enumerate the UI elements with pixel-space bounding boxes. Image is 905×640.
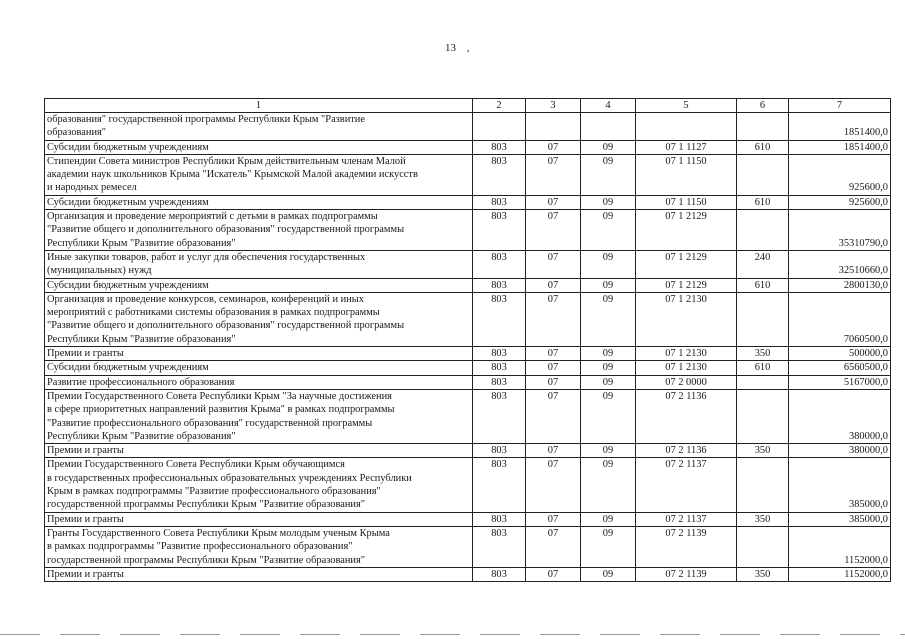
amount-cell: 32510660,0 <box>789 250 891 278</box>
amount-cell: 35310790,0 <box>789 210 891 251</box>
amount-cell: 385000,0 <box>789 458 891 512</box>
target-article-cell: 07 1 2130 <box>636 347 737 361</box>
expense-type-cell: 610 <box>737 195 789 209</box>
table-row <box>45 375 891 389</box>
ministry-code-cell: 803 <box>473 278 526 292</box>
section-code-cell: 07 <box>526 210 581 251</box>
table-row <box>45 210 891 251</box>
amount-cell: 385000,0 <box>789 512 891 526</box>
expense-name-cell: Субсидии бюджетным учреждениям <box>45 361 473 375</box>
table-body <box>45 113 891 582</box>
subsection-code-cell: 09 <box>581 292 636 346</box>
section-code-cell: 07 <box>526 526 581 567</box>
expense-name-cell: Субсидии бюджетным учреждениям <box>45 140 473 154</box>
section-code-cell: 07 <box>526 154 581 195</box>
section-code-cell <box>526 113 581 141</box>
ministry-code-cell: 803 <box>473 444 526 458</box>
target-article-cell: 07 1 2129 <box>636 210 737 251</box>
subsection-code-cell: 09 <box>581 526 636 567</box>
ministry-code-cell: 803 <box>473 526 526 567</box>
subsection-code-cell: 09 <box>581 567 636 581</box>
ministry-code-cell: 803 <box>473 512 526 526</box>
table-row <box>45 250 891 278</box>
section-code-cell: 07 <box>526 458 581 512</box>
ministry-code-cell: 803 <box>473 292 526 346</box>
target-article-cell: 07 2 1137 <box>636 458 737 512</box>
ministry-code-cell: 803 <box>473 389 526 443</box>
amount-cell: 1152000,0 <box>789 526 891 567</box>
ministry-code-cell: 803 <box>473 195 526 209</box>
section-code-cell: 07 <box>526 389 581 443</box>
ministry-code-cell: 803 <box>473 361 526 375</box>
header-cell: 3 <box>526 99 581 113</box>
amount-cell: 380000,0 <box>789 444 891 458</box>
expense-name-cell: Премии Государственного Совета Республики Крым обучающимся в государственных профессиональных образовательных учреждениях Республики Крым в рамках подпрограммы "Развитие профессионального образования" государственной программы Республики Крым "Развитие образования" <box>45 458 473 512</box>
subsection-code-cell: 09 <box>581 154 636 195</box>
expense-name-cell: Субсидии бюджетным учреждениям <box>45 195 473 209</box>
expense-name-cell: Премии Государственного Совета Республики Крым "За научные достижения в сфере приоритетных направлений развития Крыма" в рамках подпрограммы "Развитие профессионального образования" государственной программы Республики Крым "Развитие образования" <box>45 389 473 443</box>
target-article-cell: 07 1 2130 <box>636 292 737 346</box>
expense-type-cell: 350 <box>737 444 789 458</box>
ministry-code-cell: 803 <box>473 210 526 251</box>
target-article-cell: 07 1 2129 <box>636 250 737 278</box>
target-article-cell: 07 2 1136 <box>636 444 737 458</box>
table-row <box>45 154 891 195</box>
expense-name-cell: Гранты Государственного Совета Республики Крым молодым ученым Крыма в рамках подпрограммы "Развитие профессионального образования" государственной программы Республики Крым "Развитие образования" <box>45 526 473 567</box>
table-row <box>45 113 891 141</box>
amount-cell: 2800130,0 <box>789 278 891 292</box>
expense-type-cell <box>737 375 789 389</box>
subsection-code-cell: 09 <box>581 458 636 512</box>
expense-type-cell: 240 <box>737 250 789 278</box>
subsection-code-cell: 09 <box>581 210 636 251</box>
section-code-cell: 07 <box>526 278 581 292</box>
target-article-cell: 07 2 0000 <box>636 375 737 389</box>
ministry-code-cell: 803 <box>473 375 526 389</box>
page-number-mark: , <box>466 42 470 54</box>
table-row <box>45 458 891 512</box>
page-bottom-rule <box>0 634 905 635</box>
budget-table-container <box>44 98 891 582</box>
section-code-cell: 07 <box>526 347 581 361</box>
expense-name-cell: Премии и гранты <box>45 444 473 458</box>
amount-cell: 925600,0 <box>789 195 891 209</box>
subsection-code-cell: 09 <box>581 361 636 375</box>
amount-cell: 5167000,0 <box>789 375 891 389</box>
amount-cell: 1851400,0 <box>789 113 891 141</box>
expense-type-cell: 350 <box>737 347 789 361</box>
subsection-code-cell: 09 <box>581 347 636 361</box>
expense-name-cell: Организация и проведение мероприятий с детьми в рамках подпрограммы "Развитие общего и дополнительного образования" государственной программы Республики Крым "Развитие образования" <box>45 210 473 251</box>
target-article-cell: 07 2 1137 <box>636 512 737 526</box>
expense-type-cell: 350 <box>737 512 789 526</box>
expense-name-cell: Субсидии бюджетным учреждениям <box>45 278 473 292</box>
expense-type-cell <box>737 154 789 195</box>
expense-type-cell: 610 <box>737 361 789 375</box>
amount-cell: 380000,0 <box>789 389 891 443</box>
budget-table <box>44 98 891 582</box>
table-row <box>45 292 891 346</box>
expense-name-cell: Стипендии Совета министров Республики Крым действительным членам Малой академии наук школьников Крыма "Искатель" Крымской Малой академии искусств и народных ремесел <box>45 154 473 195</box>
page-number <box>445 42 470 54</box>
ministry-code-cell: 803 <box>473 140 526 154</box>
table-row <box>45 526 891 567</box>
subsection-code-cell: 09 <box>581 140 636 154</box>
header-cell: 7 <box>789 99 891 113</box>
target-article-cell: 07 1 1150 <box>636 154 737 195</box>
ministry-code-cell: 803 <box>473 567 526 581</box>
subsection-code-cell <box>581 113 636 141</box>
expense-name-cell: Иные закупки товаров, работ и услуг для обеспечения государственных (муниципальных) нужд <box>45 250 473 278</box>
target-article-cell: 07 2 1139 <box>636 526 737 567</box>
amount-cell: 6560500,0 <box>789 361 891 375</box>
expense-type-cell: 610 <box>737 140 789 154</box>
header-cell: 6 <box>737 99 789 113</box>
section-code-cell: 07 <box>526 375 581 389</box>
header-cell: 1 <box>45 99 473 113</box>
header-row <box>45 99 891 113</box>
section-code-cell: 07 <box>526 361 581 375</box>
table-row <box>45 195 891 209</box>
table-row <box>45 140 891 154</box>
header-cell: 5 <box>636 99 737 113</box>
table-row <box>45 361 891 375</box>
target-article-cell: 07 1 2129 <box>636 278 737 292</box>
ministry-code-cell: 803 <box>473 250 526 278</box>
section-code-cell: 07 <box>526 444 581 458</box>
expense-type-cell: 610 <box>737 278 789 292</box>
expense-name-cell: Премии и гранты <box>45 567 473 581</box>
amount-cell: 925600,0 <box>789 154 891 195</box>
expense-type-cell <box>737 389 789 443</box>
amount-cell: 500000,0 <box>789 347 891 361</box>
expense-name-cell: Развитие профессионального образования <box>45 375 473 389</box>
table-header <box>45 99 891 113</box>
subsection-code-cell: 09 <box>581 278 636 292</box>
expense-type-cell <box>737 526 789 567</box>
table-row <box>45 347 891 361</box>
expense-type-cell <box>737 210 789 251</box>
target-article-cell: 07 2 1139 <box>636 567 737 581</box>
subsection-code-cell: 09 <box>581 444 636 458</box>
table-row <box>45 444 891 458</box>
table-row <box>45 389 891 443</box>
subsection-code-cell: 09 <box>581 195 636 209</box>
ministry-code-cell: 803 <box>473 154 526 195</box>
section-code-cell: 07 <box>526 567 581 581</box>
table-row <box>45 512 891 526</box>
header-cell: 2 <box>473 99 526 113</box>
ministry-code-cell <box>473 113 526 141</box>
expense-name-cell: Организация и проведение конкурсов, семинаров, конференций и иных мероприятий с работниками системы образования в рамках подпрограммы "Развитие общего и дополнительного образования" государственной программы Республики Крым "Развитие образования" <box>45 292 473 346</box>
section-code-cell: 07 <box>526 195 581 209</box>
amount-cell: 7060500,0 <box>789 292 891 346</box>
amount-cell: 1152000,0 <box>789 567 891 581</box>
subsection-code-cell: 09 <box>581 250 636 278</box>
target-article-cell: 07 1 1150 <box>636 195 737 209</box>
target-article-cell <box>636 113 737 141</box>
page-number-value: 13 <box>445 42 456 54</box>
ministry-code-cell: 803 <box>473 458 526 512</box>
header-cell: 4 <box>581 99 636 113</box>
table-row <box>45 278 891 292</box>
subsection-code-cell: 09 <box>581 375 636 389</box>
expense-name-cell: образования" государственной программы Республики Крым "Развитие образования" <box>45 113 473 141</box>
subsection-code-cell: 09 <box>581 512 636 526</box>
target-article-cell: 07 1 2130 <box>636 361 737 375</box>
subsection-code-cell: 09 <box>581 389 636 443</box>
expense-name-cell: Премии и гранты <box>45 347 473 361</box>
expense-type-cell: 350 <box>737 567 789 581</box>
section-code-cell: 07 <box>526 292 581 346</box>
expense-type-cell <box>737 292 789 346</box>
target-article-cell: 07 2 1136 <box>636 389 737 443</box>
section-code-cell: 07 <box>526 512 581 526</box>
section-code-cell: 07 <box>526 250 581 278</box>
expense-name-cell: Премии и гранты <box>45 512 473 526</box>
amount-cell: 1851400,0 <box>789 140 891 154</box>
table-row <box>45 567 891 581</box>
expense-type-cell <box>737 458 789 512</box>
section-code-cell: 07 <box>526 140 581 154</box>
expense-type-cell <box>737 113 789 141</box>
ministry-code-cell: 803 <box>473 347 526 361</box>
target-article-cell: 07 1 1127 <box>636 140 737 154</box>
